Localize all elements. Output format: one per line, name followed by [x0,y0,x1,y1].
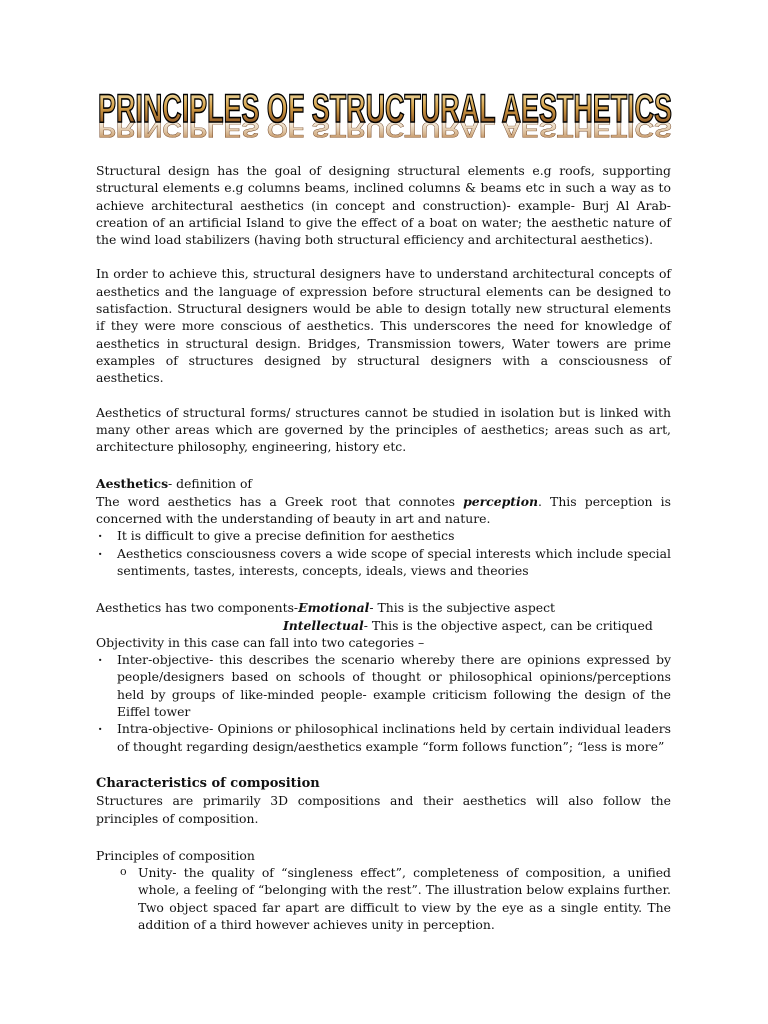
definition-bullet-list [96,527,671,579]
page-title: PRINCIPLES OF STRUCTURAL AESTHETICS [98,87,672,131]
title-banner [96,86,671,150]
components-intro: Aesthetics has two components- [96,600,299,616]
principles-list [120,864,671,933]
intellectual-line [96,617,671,634]
aesthetics-term: Aesthetics [96,476,169,492]
aesthetics-definition-text [96,493,671,528]
document-page [96,86,671,933]
paragraph-designers: In order to achieve this, structural designers have to understand architectural concepts of aesthetics and the language of expression before structural elements can be designed to satisfaction. Structural designers would be able to design totally new structural elements if they were more conscious of aesthetics. This underscores the need for knowledge of aesthetics in structural design. Bridges, Transmission towers, Water towers are prime examples of structures designed by structural designers with a consciousness of aesthetics. [96,266,671,386]
composition-text: Structures are primarily 3D compositions and their aesthetics will also follow the principles of composition. [96,793,671,826]
title-wordart [96,86,674,150]
composition-heading: Characteristics of composition [96,775,320,791]
list-item: · Inter-objective- this describes the scenario whereby there are opinions expressed by people/designers based on schools of thought or philosophical opinions/perceptions held by groups of like-minded people- example criticism following the design of the Eiffel tower [96,651,671,720]
intellectual-term: Intellectual [283,617,364,633]
list-item: · Intra-objective- Opinions or philosophical inclinations held by certain individual leaders of thought regarding design/aesthetics example “form follows function”; “less is more” [96,720,671,755]
aesthetics-definition-heading [96,475,671,492]
paragraph-intro: Structural design has the goal of designing structural elements e.g roofs, supporting structural elements e.g columns beams, inclined columns & beams etc in such a way as to achieve architectural aesthetics (in concept and construction)- example- Burj Al Arab-creation of an artificial Island to give the effect of a boat on water; the aesthetic nature of the wind load stabilizers (having both structural efficiency and architectural aesthetics). [96,163,671,248]
emotional-term: Emotional [298,600,370,616]
objectivity-line: Objectivity in this case can fall into two categories – [96,634,425,650]
components-line [96,599,671,616]
paragraph-isolation: Aesthetics of structural forms/ structures cannot be studied in isolation but is linked with many other areas which are governed by the principles of aesthetics; areas such as art, architecture philosophy, engineering, history etc. [96,404,671,455]
aesthetics-term-suffix: - definition of [168,476,253,492]
list-item: · It is difficult to give a precise definition for aesthetics [96,527,671,544]
emotional-description: - This is the subjective aspect [369,600,556,616]
definition-text-end: . This perception is concerned with the understanding of beauty in art and nature. [96,493,671,527]
list-item: o Unity- the quality of “singleness effect”, completeness of composition, a unified whole, a feeling of “belonging with the rest”. The illustration below explains further. Two object spaced far apart are difficult to view by the eye as a single entity. The addition of a third however achieves unity in perception. [120,864,671,933]
intellectual-description: - This is the objective aspect, can be critiqued [363,617,653,633]
objectivity-bullet-list [96,651,671,755]
definition-text-start: The word aesthetics has a Greek root that connotes [96,493,464,509]
title-reflection: PRINCIPLES OF STRUCTURAL AESTHETICS [98,117,672,142]
perception-emphasis: perception [463,493,538,509]
list-item: · Aesthetics consciousness covers a wide scope of special interests which include special sentiments, tastes, interests, concepts, ideals, views and theories [96,545,671,580]
principles-label: Principles of composition [96,847,255,863]
